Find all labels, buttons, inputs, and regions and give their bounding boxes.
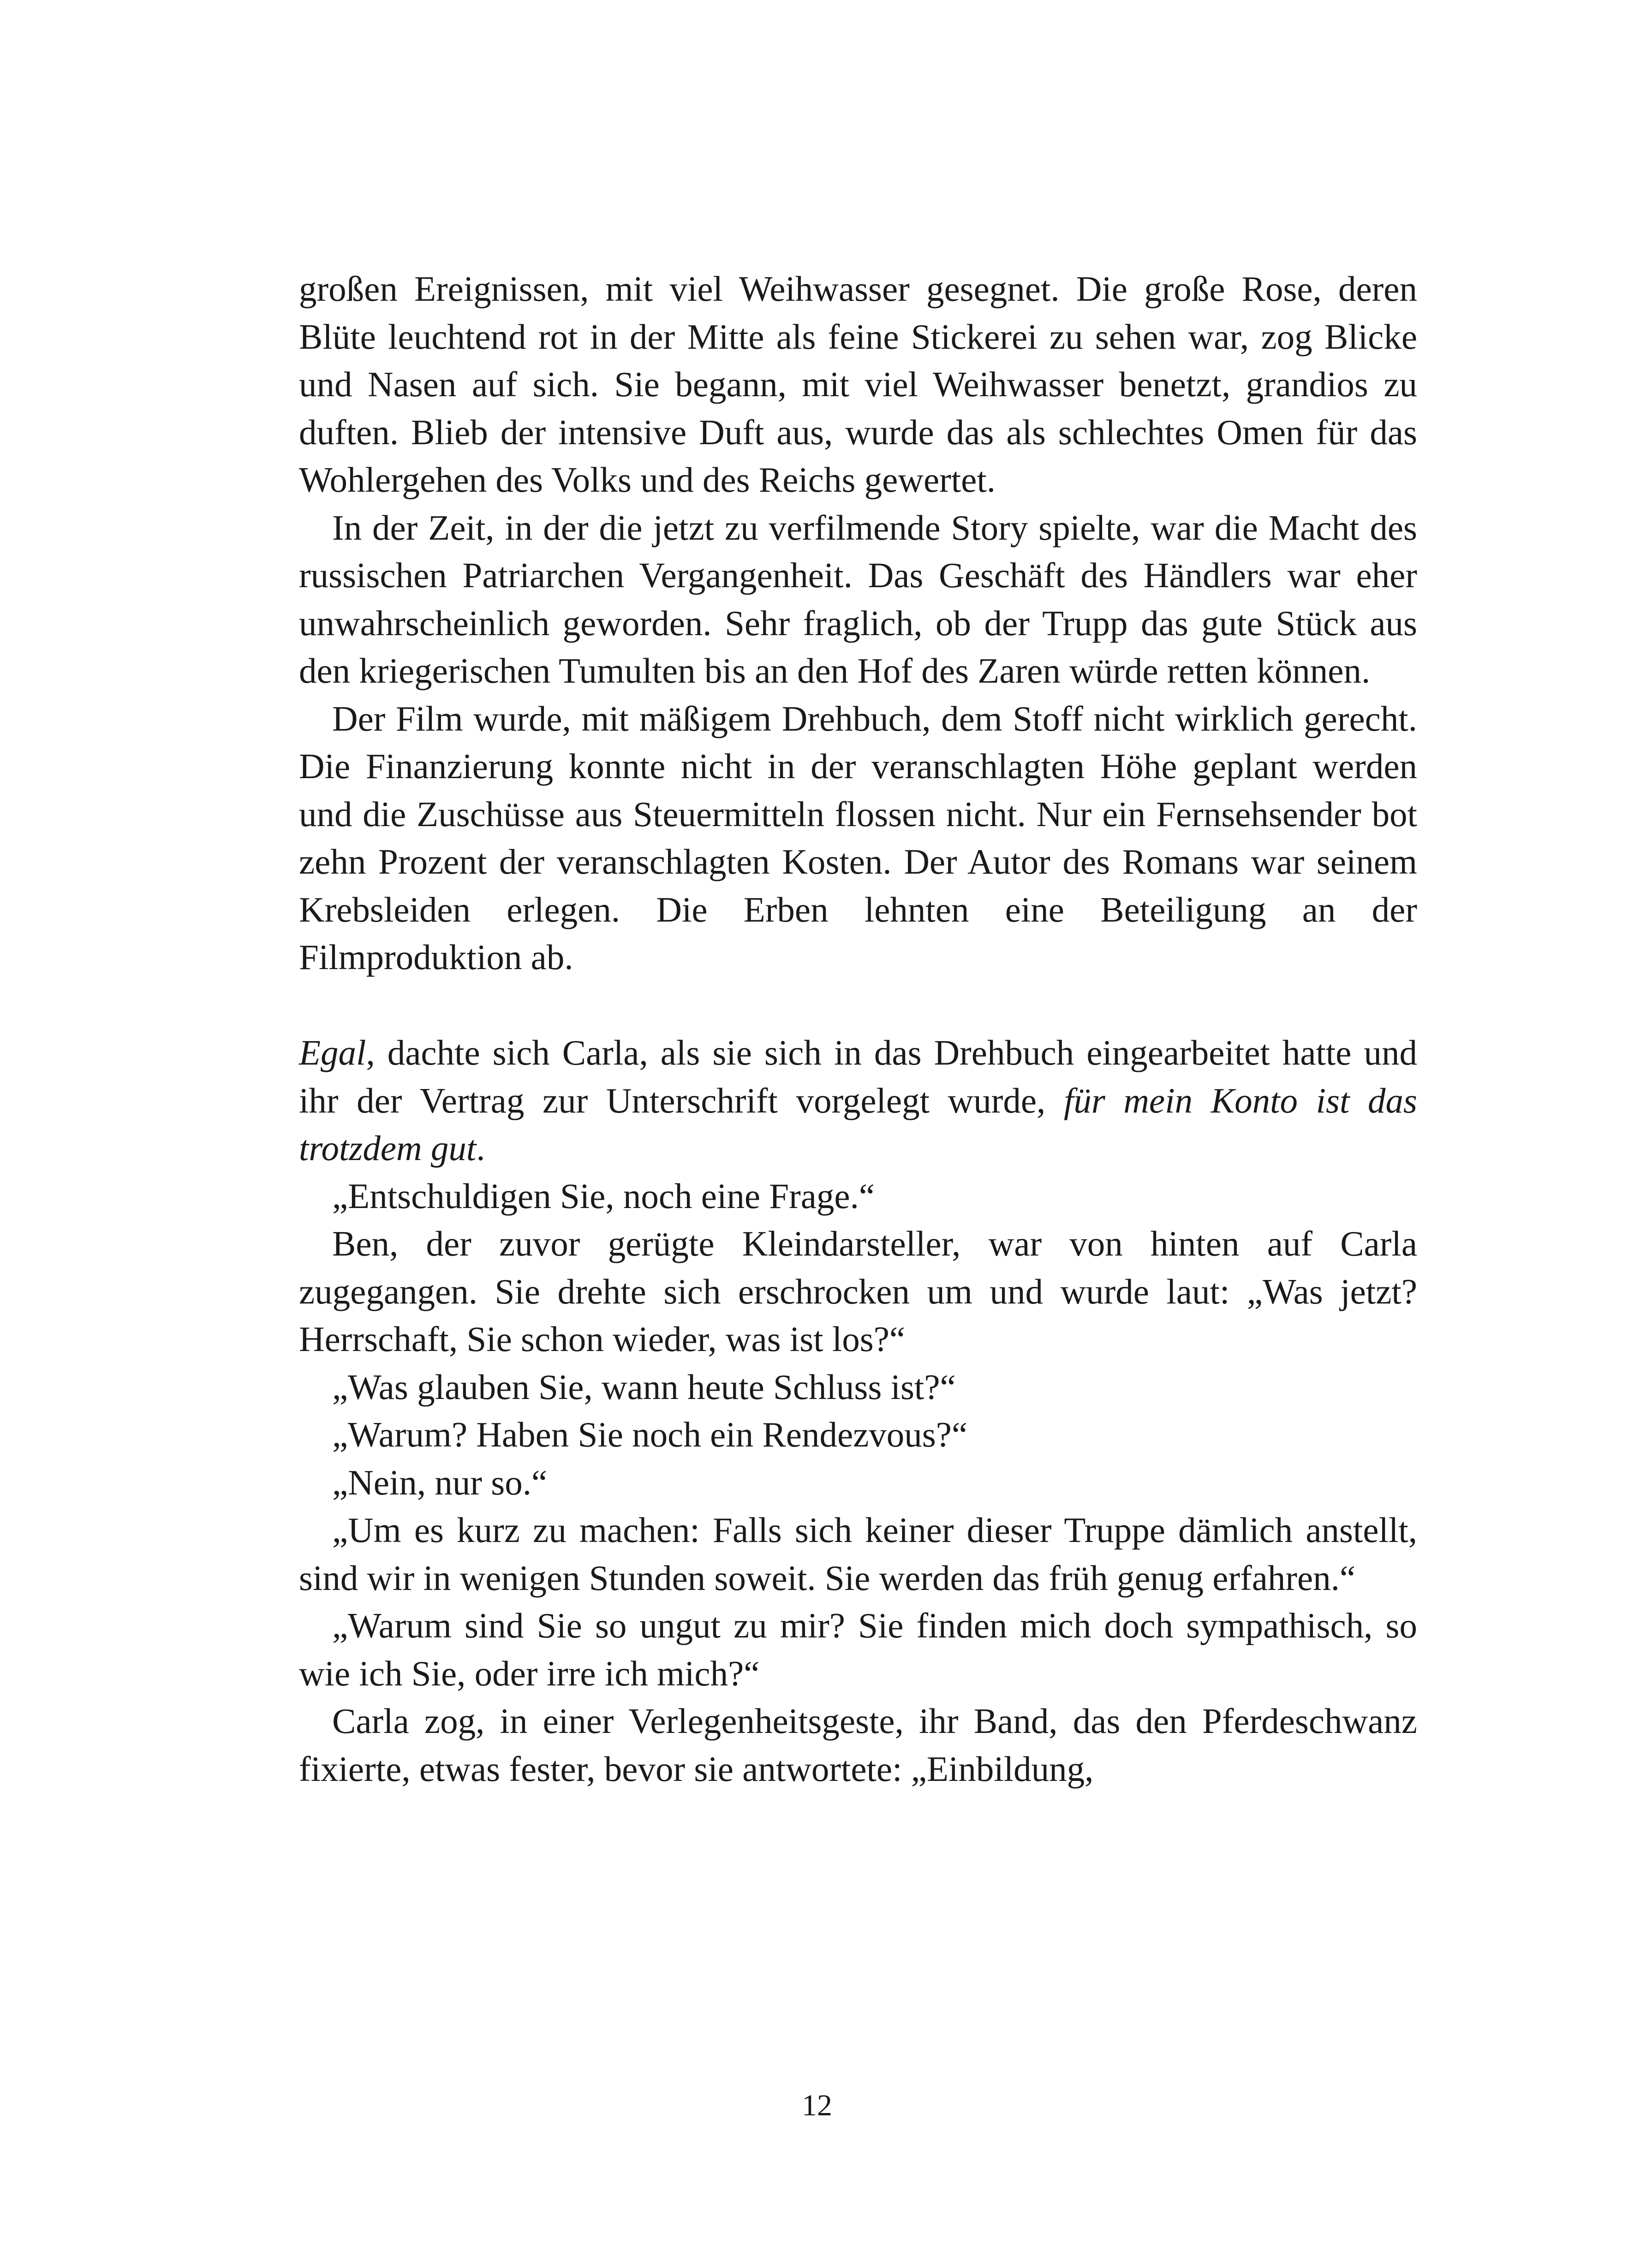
paragraph: In der Zeit, in der die jetzt zu verfilmende Story spielte, war die Macht des russischen Patriarchen Vergangenheit. Das Geschäft des Händlers war eher unwahrscheinlich geworden. Sehr fraglich, ob der Trupp das gute Stück aus den kriegerischen Tumulten bis an den Hof des Zaren würde retten können. xyxy=(299,507,1417,691)
paragraph: „Entschuldigen Sie, noch eine Frage.“ xyxy=(332,1176,875,1216)
italic-text: für mein Konto ist das trotzdem gut xyxy=(299,1080,1417,1168)
paragraph: „Warum sind Sie so ungut zu mir? Sie finden mich doch sympathisch, so wie ich Sie, oder irre ich mich?“ xyxy=(299,1606,1417,1693)
section-break xyxy=(299,982,1417,1030)
paragraph: großen Ereignissen, mit viel Weihwasser gesegnet. Die große Rose, deren Blüte leuchtend rot in der Mitte als feine Stickerei zu sehen war, zog Blicke und Nasen auf sich. Sie begann, mit viel Weihwasser benetzt, grandios zu duften. Blieb der intensive Duft aus, wurde das als schlechtes Omen für das Wohlergehen des Volks und des Reichs gewertet. xyxy=(299,269,1417,500)
body-text xyxy=(299,265,1417,1793)
paragraph: „Warum? Haben Sie noch ein Rendezvous?“ xyxy=(332,1415,968,1454)
paragraph: Ben, der zuvor gerügte Kleindarsteller, war von hinten auf Carla zugegangen. Sie drehte sich erschrocken um und wurde laut: „Was jetzt? Herrschaft, Sie schon wieder, was ist los?“ xyxy=(299,1224,1417,1359)
paragraph: „Nein, nur so.“ xyxy=(332,1462,548,1502)
page-number: 12 xyxy=(802,2089,832,2122)
paragraph: „Was glauben Sie, wann heute Schluss ist?“ xyxy=(332,1367,956,1407)
italic-text: Egal xyxy=(299,1033,366,1072)
paragraph-italic-thought xyxy=(299,1029,1417,1173)
paragraph-text: . xyxy=(476,1128,485,1168)
paragraph: Carla zog, in einer Verlegenheitsgeste, ihr Band, das den Pferdeschwanz fixierte, etwas fester, bevor sie antwortete: „Einbildung, xyxy=(299,1701,1417,1789)
paragraph: „Um es kurz zu machen: Falls sich keiner dieser Truppe dämlich anstellt, sind wir in wenigen Stunden soweit. Sie werden das früh genug erfahren.“ xyxy=(299,1510,1417,1598)
paragraph-text: , dachte sich Carla, als sie sich in das Drehbuch eingearbeitet hatte und ihr der Vertrag zur Unterschrift vorgelegt wurde, xyxy=(299,1033,1417,1120)
paragraph: Der Film wurde, mit mäßigem Drehbuch, dem Stoff nicht wirklich gerecht. Die Finanzierung konnte nicht in der veranschlagten Höhe geplant werden und die Zuschüsse aus Steuermitteln flossen nicht. Nur ein Fernsehsender bot zehn Prozent der veranschlagten Kosten. Der Autor des Romans war seinem Krebsleiden erlegen. Die Erben lehnten eine Beteiligung an der Filmproduktion ab. xyxy=(299,698,1417,977)
